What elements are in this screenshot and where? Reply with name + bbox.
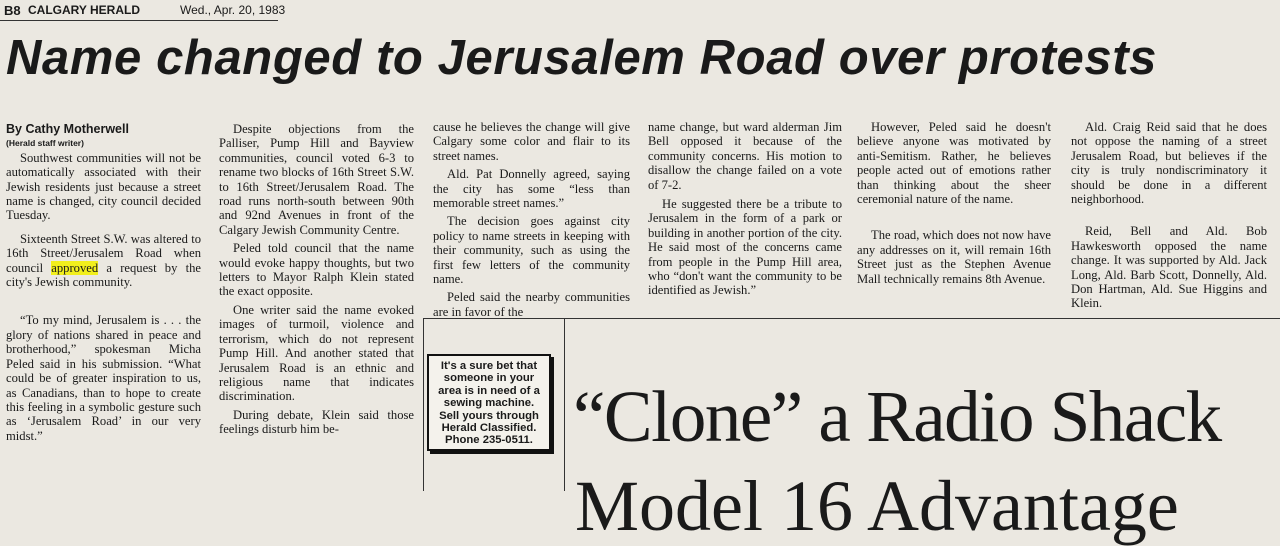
page-number: B8	[4, 3, 21, 18]
classified-ad-box	[427, 354, 551, 451]
classified-line: sewing machine.	[443, 397, 535, 410]
paragraph: The decision goes against city policy to name streets in keeping with their community, such as using the first few letters of the community name.	[433, 214, 630, 287]
highlighted-word: approved	[51, 260, 99, 275]
byline: By Cathy Motherwell	[6, 122, 129, 136]
paragraph: Reid, Bell and Ald. Bob Hawkesworth opposed the name change. It was supported by Ald. Jack Long, Ald. Barb Scott, Donnelly, Ald. Don Hartman, Ald. Sue Higgins and Klein.	[1071, 224, 1267, 311]
article-column-5	[857, 120, 1051, 286]
paragraph-text: a request by the city's Jewish community.	[6, 260, 201, 290]
issue-date: Wed., Apr. 20, 1983	[180, 3, 286, 17]
headline: Name changed to Jerusalem Road over protests	[6, 31, 1158, 85]
paragraph-text: Sixteenth Street S.W. was altered to 16th Street/Jerusalem Road when council	[6, 231, 201, 275]
paragraph: During debate, Klein said those feelings disturb him be-	[219, 407, 414, 437]
paragraph: One writer said the name evoked images of turmoil, violence and terrorism, which do not represent Pump Hill. And another stated that Jerusalem Road is an ethnic and religious name that indicates discrimination.	[219, 302, 414, 404]
paragraph: “To my mind, Jerusalem is . . . the glory of nations shared in peace and brotherhood,” spokesman Micha Peled said in his submission. “What could be of greater inspiration to us, as Canadians, than to hope to create this feeling in a symbolic gesture such as ‘Jerusalem Road’ in our very midst.”	[6, 313, 201, 443]
classified-line: Herald Classified.	[441, 422, 537, 435]
classified-line: It's a sure bet that	[440, 360, 538, 372]
ad-divider-rule	[564, 318, 565, 491]
paragraph: cause he believes the change will give Calgary some color and flair to its street names.	[433, 120, 630, 163]
ad-top-rule	[423, 318, 1280, 319]
paragraph: name change, but ward alderman Jim Bell opposed it because of the community concerns. His motion to disallow the change failed on a vote of 7-2.	[648, 120, 842, 192]
ad-left-rule	[423, 318, 424, 491]
article-column-6	[1071, 120, 1267, 311]
classified-line: area is in need of a	[438, 384, 540, 397]
article-column-1	[6, 122, 201, 443]
paragraph: However, Peled said he doesn't believe anyone was motivated by anti-Semitism. Rather, he believes people acted out of emotions rather than thinking about the sheer ceremonial nature of the name.	[857, 120, 1051, 207]
article-column-3	[433, 120, 630, 319]
advertisement-subheadline: Model 16 Advantage	[575, 466, 1179, 546]
byline-credit: (Herald staff writer)	[6, 138, 84, 149]
paragraph: Ald. Craig Reid said that he does not oppose the naming of a street Jerusalem Road, but believes if the city is truly nondiscriminatory it should be done in a different neighborhood.	[1071, 120, 1267, 207]
classified-line: Phone 235-0511.	[445, 434, 533, 447]
paragraph: He suggested there be a tribute to Jerusalem in the form of a park or building in another portion of the city. He said most of the concerns came from people in the Pump Hill area, who “don't want the community to be identified as Jewish.”	[648, 197, 842, 298]
paragraph: The road, which does not now have any addresses on it, will remain 16th Street just as the Stephen Avenue Mall technically remains 8th Avenue.	[857, 228, 1051, 286]
classified-line: Sell yours through	[439, 409, 539, 422]
paragraph: Despite objections from the Palliser, Pump Hill and Bayview communities, council voted 6-3 to rename two blocks of 16th Street S.W. to 16th Street/Jerusalem Road. The road runs north-south between 90th and 92nd Avenues in front of the Calgary Jewish Community Centre.	[219, 122, 414, 237]
article-column-2	[219, 122, 414, 437]
paragraph: Peled said the nearby communities are in favor of the	[433, 290, 630, 319]
paragraph: Peled told council that the name would evoke happy thoughts, but two letters to Mayor Ralph Klein stated the exact opposite.	[219, 241, 414, 299]
classified-line: someone in your	[443, 372, 535, 385]
advertisement-headline: “Clone” a Radio Shack	[573, 376, 1221, 457]
folio-rule	[0, 20, 278, 21]
paragraph: Southwest communities will not be automatically associated with their Jewish residents just because a street name is changed, city council decided Tuesday.	[6, 150, 201, 223]
article-column-4	[648, 120, 842, 298]
paragraph: Ald. Pat Donnelly agreed, saying the city has some “less than memorable street names.”	[433, 167, 630, 211]
paragraph	[6, 232, 201, 290]
newspaper-name: CALGARY HERALD	[28, 3, 141, 17]
